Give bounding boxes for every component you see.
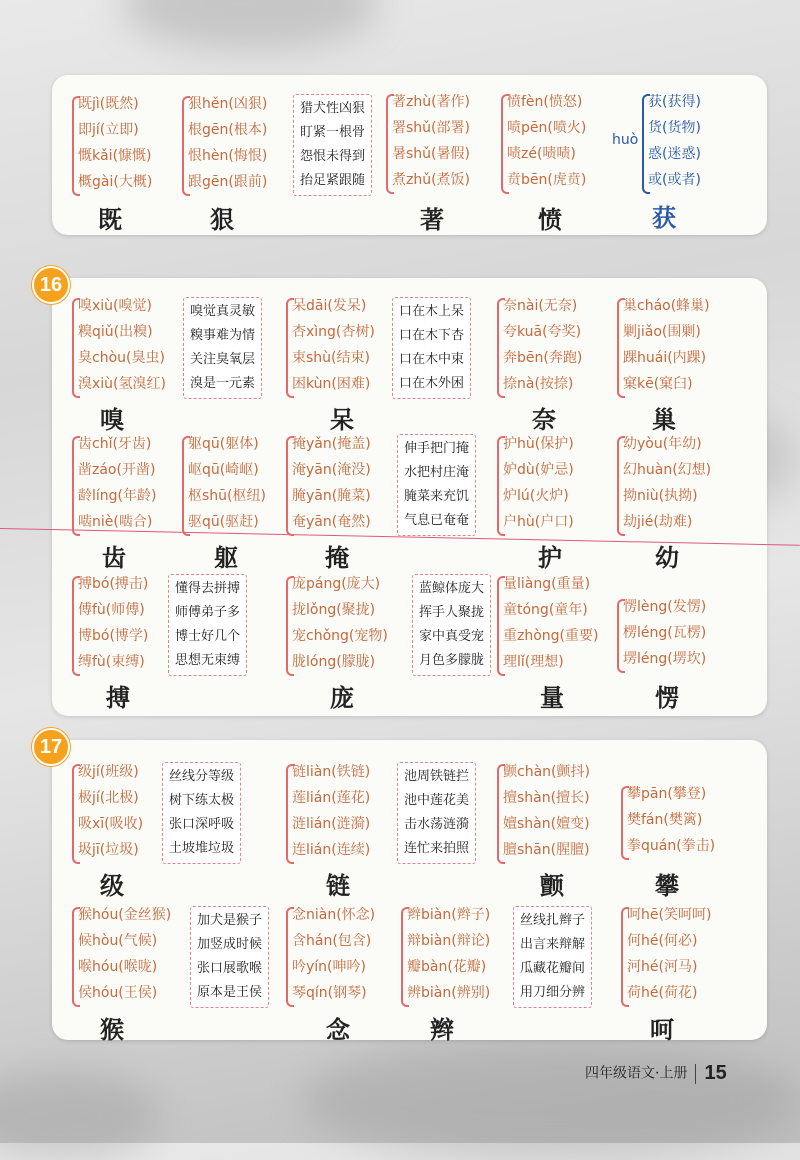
character-entry: 护hù(保护) (503, 436, 574, 452)
rhyme-line: 盯紧一根骨 (300, 125, 366, 140)
rhyme-line: 加犬是猴子 (197, 913, 263, 928)
rhyme-line: 击水荡涟漪 (404, 817, 470, 832)
character-entry: 重zhòng(重要) (503, 628, 599, 644)
character-entry: 楞léng(瓦楞) (623, 625, 707, 641)
rhyme-box (397, 434, 476, 536)
key-character: 掩 (325, 543, 349, 572)
character-entry: 腌yān(腌菜) (292, 488, 371, 504)
character-entry: 啧zé(啧啧) (507, 146, 576, 162)
character-entry: 擅shàn(擅长) (503, 790, 590, 806)
character-entry: 踝huái(内踝) (623, 350, 707, 366)
character-entry: 攀pān(攀登) (627, 786, 707, 802)
rhyme-box (190, 906, 269, 1008)
character-entry: 荷hé(荷花) (627, 985, 698, 1001)
character-entry: 溴xiù(氢溴红) (78, 376, 166, 392)
character-entry: 概gài(大概) (78, 174, 153, 190)
character-entry: 涟lián(涟漪) (292, 816, 371, 832)
character-entry: 极jí(北极) (78, 790, 139, 806)
character-entry: 念niàn(怀念) (292, 907, 376, 923)
key-character: 颤 (540, 871, 564, 900)
lesson-badge-16: 16 (32, 266, 70, 304)
character-entry: 辫biàn(辫子) (407, 907, 491, 923)
rhyme-line: 口在木上呆 (399, 304, 465, 319)
rhyme-line: 挥手人聚拢 (419, 605, 485, 620)
rhyme-box (162, 762, 241, 864)
character-entry: 户hù(户口) (503, 514, 574, 530)
character-entry: 博bó(博学) (78, 628, 149, 644)
rhyme-line: 蓝鲸体庞大 (419, 581, 485, 596)
character-entry: 幻huàn(幻想) (623, 462, 712, 478)
character-entry: 捺nà(按捺) (503, 376, 574, 392)
character-entry: 河hé(河马) (627, 959, 698, 975)
character-entry: 躯qū(躯体) (188, 436, 259, 452)
key-character: 链 (326, 871, 350, 900)
character-entry: 塄léng(塄坎) (623, 651, 707, 667)
key-character: 巢 (652, 405, 676, 434)
rhyme-line: 腌菜来充饥 (404, 489, 470, 504)
character-entry: 搏bó(搏击) (78, 576, 149, 592)
character-entry: 呵hē(笑呵呵) (627, 907, 712, 923)
character-entry: 岖qū(崎岖) (188, 462, 259, 478)
rhyme-line: 用刀细分辨 (520, 985, 586, 1000)
rhyme-box (392, 297, 471, 399)
rhyme-box (513, 906, 592, 1008)
key-character: 愣 (655, 683, 679, 712)
key-character: 呆 (330, 405, 354, 434)
character-entry: 杏xìng(杏树) (292, 324, 375, 340)
key-character: 念 (326, 1015, 350, 1044)
character-entry: 拳quán(拳击) (627, 838, 716, 854)
character-entry: 臭chòu(臭虫) (78, 350, 165, 366)
rhyme-box (412, 574, 491, 676)
character-entry: 何hé(何必) (627, 933, 698, 949)
character-entry: 级jí(班级) (78, 764, 139, 780)
character-entry: 吸xī(吸收) (78, 816, 144, 832)
rhyme-line: 土坡堆垃圾 (169, 841, 235, 856)
ink-wash (120, 0, 380, 50)
character-entry: 啮niè(啮合) (78, 514, 153, 530)
character-entry: 炉lú(火炉) (503, 488, 569, 504)
ink-wash (0, 1070, 160, 1160)
character-entry: 拢lǒng(聚拢) (292, 602, 376, 618)
rhyme-line: 出言来辩解 (520, 937, 586, 952)
rhyme-line: 口在木下杏 (399, 328, 465, 343)
key-character: 攀 (655, 871, 679, 900)
rhyme-line: 连忙来拍照 (404, 841, 470, 856)
character-entry: 膻shān(腥膻) (503, 842, 590, 858)
rhyme-line: 加竖成时候 (197, 937, 263, 952)
page-number: 15 (704, 1062, 727, 1084)
rhyme-line: 懂得去拼搏 (175, 581, 241, 596)
rhyme-line: 嗅觉真灵敏 (190, 304, 256, 319)
character-entry: 根gēn(根本) (188, 122, 268, 138)
character-entry: 跟gēn(跟前) (188, 174, 268, 190)
character-entry: 暑shǔ(暑假) (392, 146, 470, 162)
character-entry: 辨biàn(辨别) (407, 985, 491, 1001)
character-entry: 惑(迷惑) (648, 146, 701, 162)
key-character: 既 (98, 205, 122, 234)
character-entry: 奄yān(奄然) (292, 514, 371, 530)
character-entry: 樊fán(樊篱) (627, 812, 703, 828)
character-entry: 圾jī(垃圾) (78, 842, 139, 858)
key-character: 愤 (538, 205, 562, 234)
character-entry: 连lián(连续) (292, 842, 371, 858)
key-character: 幼 (655, 543, 679, 572)
character-entry: 龄líng(年龄) (78, 488, 157, 504)
rhyme-line: 池中莲花美 (404, 793, 470, 808)
character-entry: 齿chǐ(牙齿) (78, 436, 152, 452)
rhyme-line: 丝线分等级 (169, 769, 235, 784)
character-entry: 窠kē(窠臼) (623, 376, 693, 392)
rhyme-line: 池周铁链拦 (404, 769, 470, 784)
rhyme-line: 抬足紧跟随 (300, 173, 366, 188)
key-character: 齿 (102, 543, 126, 572)
rhyme-line: 张口深呼吸 (169, 817, 235, 832)
rhyme-line: 丝线扎辫子 (520, 913, 586, 928)
character-entry: 慨kǎi(慷慨) (78, 148, 152, 164)
key-character: 呵 (650, 1015, 674, 1044)
rhyme-box (293, 94, 372, 196)
key-character: 搏 (106, 683, 130, 712)
key-character: 量 (540, 683, 564, 712)
rhyme-line: 口在木中束 (399, 352, 465, 367)
rhyme-line: 关注臭氧层 (190, 352, 256, 367)
rhyme-line: 气息已奄奄 (404, 513, 470, 528)
key-character: 躯 (214, 543, 238, 572)
rhyme-line: 树下练太极 (169, 793, 235, 808)
character-entry: 掩yǎn(掩盖) (292, 436, 371, 452)
character-entry: 奈nài(无奈) (503, 298, 578, 314)
character-entry: 糗qiǔ(出糗) (78, 324, 153, 340)
character-entry: 傅fù(师傅) (78, 602, 145, 618)
character-entry: 奔bēn(奔跑) (503, 350, 583, 366)
book-title: 四年级语文·上册 (585, 1065, 688, 1082)
character-entry: 愤fèn(愤怒) (507, 94, 583, 110)
character-entry: 猴hóu(金丝猴) (78, 907, 172, 923)
character-entry: 含hán(包含) (292, 933, 372, 949)
character-entry: 缚fù(束缚) (78, 654, 145, 670)
rhyme-line: 思想无束缚 (175, 653, 241, 668)
key-character: 嗅 (100, 405, 124, 434)
rhyme-line: 原本是王侯 (197, 985, 263, 1000)
character-entry: 货(货物) (648, 120, 701, 136)
key-character: 庞 (330, 683, 354, 712)
key-character: 著 (420, 205, 444, 234)
character-entry: 驱qū(驱赶) (188, 514, 259, 530)
character-entry: 署shǔ(部署) (392, 120, 470, 136)
character-entry: 妒dù(妒忌) (503, 462, 574, 478)
character-entry: 剿jiǎo(围剿) (623, 324, 701, 340)
rhyme-line: 猎犬性凶狠 (300, 101, 366, 116)
rhyme-line: 博士好几个 (175, 629, 241, 644)
rhyme-box (397, 762, 476, 864)
rhyme-line: 瓜藏花瓣间 (520, 961, 586, 976)
character-entry: 嬗shàn(嬗变) (503, 816, 590, 832)
rhyme-line: 家中真受宠 (419, 629, 485, 644)
key-character: 狠 (210, 205, 234, 234)
character-entry: 辩biàn(辩论) (407, 933, 491, 949)
character-entry: 凿záo(开凿) (78, 462, 156, 478)
character-entry: 喉hóu(喉咙) (78, 959, 158, 975)
key-character: 获 (652, 203, 676, 232)
character-entry: 束shù(结束) (292, 350, 370, 366)
lesson-badge-17: 17 (32, 728, 70, 766)
rhyme-box (183, 297, 262, 399)
character-entry: 即jí(立即) (78, 122, 139, 138)
character-entry: 巢cháo(蜂巢) (623, 298, 710, 314)
character-entry: 侯hóu(王侯) (78, 985, 158, 1001)
character-entry: 胧lóng(朦胧) (292, 654, 376, 670)
rhyme-line: 溴是一元素 (190, 376, 256, 391)
character-entry: 狠hěn(凶狠) (188, 96, 268, 112)
character-entry: 量liàng(重量) (503, 576, 591, 592)
footer-divider (695, 1064, 696, 1084)
rhyme-line: 口在木外困 (399, 376, 465, 391)
character-entry: 困kùn(困难) (292, 376, 371, 392)
character-entry: 莲lián(莲花) (292, 790, 371, 806)
character-entry: 庞páng(庞大) (292, 576, 381, 592)
rhyme-line: 月色多朦胧 (419, 653, 485, 668)
key-character: 级 (100, 871, 124, 900)
character-entry: 童tóng(童年) (503, 602, 588, 618)
character-entry: 夸kuā(夸奖) (503, 324, 582, 340)
character-entry: 枢shū(枢纽) (188, 488, 266, 504)
character-entry: 嗅xiù(嗅觉) (78, 298, 152, 314)
character-entry: 获(获得) (648, 94, 701, 110)
character-entry: 或(或者) (648, 172, 701, 188)
character-entry: 喷pēn(喷火) (507, 120, 587, 136)
character-entry: 既jì(既然) (78, 96, 139, 112)
rhyme-line: 师傅弟子多 (175, 605, 241, 620)
rhyme-line: 张口展歌喉 (197, 961, 263, 976)
character-entry: 幼yòu(年幼) (623, 436, 702, 452)
character-entry: 煮zhǔ(煮饭) (392, 172, 471, 188)
key-character: 猴 (100, 1015, 124, 1044)
character-entry: 链liàn(铁链) (292, 764, 371, 780)
character-entry: 拗niù(执拗) (623, 488, 698, 504)
ink-wash (300, 1040, 800, 1160)
rhyme-line: 伸手把门掩 (404, 441, 470, 456)
key-character: 辫 (430, 1015, 454, 1044)
character-entry: 颤chàn(颤抖) (503, 764, 590, 780)
rhyme-line: 怨恨未得到 (300, 149, 366, 164)
character-entry: 理lǐ(理想) (503, 654, 564, 670)
page-footer (585, 1062, 727, 1085)
character-entry: 贲bēn(虎贲) (507, 172, 587, 188)
rhyme-line: 糗事难为情 (190, 328, 256, 343)
character-entry: 琴qín(钢琴) (292, 985, 367, 1001)
character-entry: 恨hèn(悔恨) (188, 148, 268, 164)
character-entry: 著zhù(著作) (392, 94, 471, 110)
character-entry: 劫jié(劫难) (623, 514, 693, 530)
rhyme-line: 水把村庄淹 (404, 465, 470, 480)
character-entry: 呆dāi(发呆) (292, 298, 367, 314)
character-entry: 宠chǒng(宠物) (292, 628, 388, 644)
character-entry: 瓣bàn(花瓣) (407, 959, 487, 975)
rhyme-box (168, 574, 247, 676)
key-character: 奈 (532, 405, 556, 434)
character-entry: 候hòu(气候) (78, 933, 158, 949)
character-entry: 淹yān(淹没) (292, 462, 371, 478)
character-entry: 吟yín(呻吟) (292, 959, 366, 975)
key-character: 护 (538, 543, 562, 572)
shared-pinyin: huò (612, 132, 639, 148)
character-entry: 愣lèng(发愣) (623, 599, 707, 615)
